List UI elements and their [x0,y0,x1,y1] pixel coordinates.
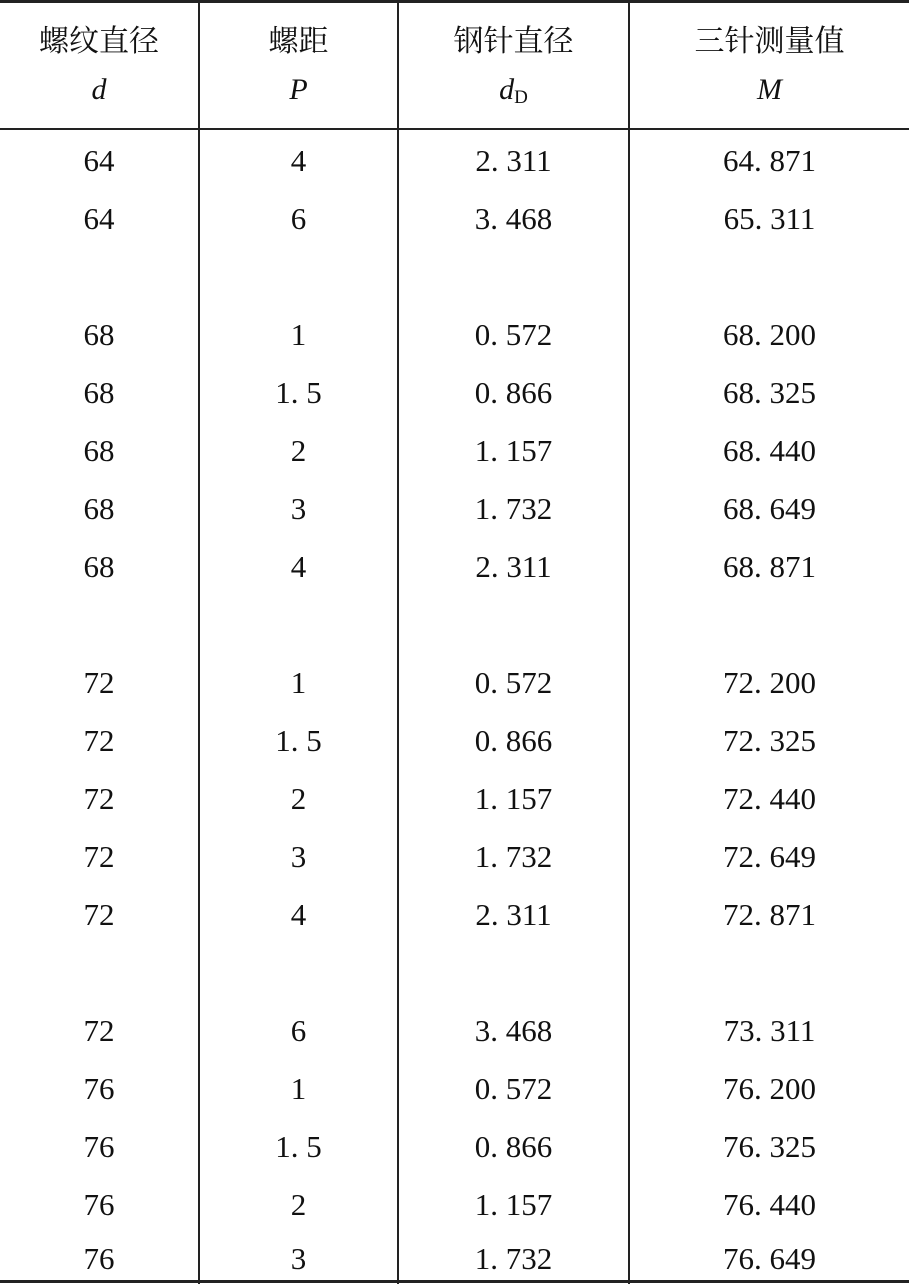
cell-thread-diameter: 68 [83,375,115,410]
cell-pitch: 1 [290,1071,307,1106]
cell-pitch: 6 [290,201,307,236]
header-wire-diameter [399,3,628,128]
header-wire-diameter-symbol-main: d [499,73,515,106]
cell-pitch: 4 [290,897,307,932]
header-three-wire-measurement [630,3,909,128]
cell-three-wire-measurement: 65. 311 [723,201,816,236]
cell-three-wire-measurement: 68. 440 [723,433,816,468]
header-pitch [200,3,397,128]
cell-thread-diameter: 72 [83,897,115,932]
cell-thread-diameter: 68 [83,549,115,584]
header-pitch-label: 螺距 [268,24,329,59]
cell-thread-diameter: 68 [83,433,115,468]
cell-three-wire-measurement: 73. 311 [723,1013,816,1048]
table-row [0,489,909,529]
cell-pitch: 4 [290,143,307,178]
cell-wire-diameter: 0. 866 [474,723,553,758]
header-thread-diameter-label: 螺纹直径 [39,24,159,59]
cell-thread-diameter: 72 [83,839,115,874]
cell-wire-diameter: 1. 157 [474,781,553,816]
cell-wire-diameter: 3. 468 [474,1013,553,1048]
cell-pitch: 1. 5 [275,1129,322,1164]
cell-wire-diameter: 2. 311 [475,897,552,932]
cell-thread-diameter: 68 [83,317,115,352]
cell-wire-diameter: 0. 866 [474,1129,553,1164]
cell-three-wire-measurement: 68. 200 [723,317,816,352]
cell-pitch: 4 [290,549,307,584]
cell-three-wire-measurement: 68. 325 [723,375,816,410]
cell-pitch: 2 [290,433,307,468]
cell-thread-diameter: 64 [83,143,115,178]
table-row [0,373,909,413]
cell-three-wire-measurement: 68. 871 [723,549,816,584]
cell-pitch: 1 [290,317,307,352]
table-row [0,1011,909,1051]
cell-thread-diameter: 76 [83,1129,115,1164]
table-bottom-rule [0,1280,909,1283]
cell-three-wire-measurement: 72. 871 [723,897,816,932]
header-wire-diameter-symbol [399,73,628,115]
table-row [0,1069,909,1109]
header-pitch-symbol: P [289,73,308,106]
cell-thread-diameter: 72 [83,1013,115,1048]
table-row [0,547,909,587]
table-row [0,431,909,471]
cell-pitch: 1. 5 [275,375,322,410]
header-wire-diameter-symbol-subscript: D [514,87,528,108]
table-header-rule [0,128,909,130]
table-row [0,837,909,877]
cell-three-wire-measurement: 76. 325 [723,1129,816,1164]
cell-wire-diameter: 1. 157 [474,433,553,468]
cell-wire-diameter: 2. 311 [475,143,552,178]
cell-thread-diameter: 64 [83,201,115,236]
cell-three-wire-measurement: 72. 200 [723,665,816,700]
cell-wire-diameter: 1. 732 [474,491,553,526]
cell-pitch: 1 [290,665,307,700]
table-row [0,1239,909,1279]
cell-thread-diameter: 72 [83,665,115,700]
cell-wire-diameter: 0. 572 [474,665,553,700]
table-row [0,1127,909,1167]
cell-pitch: 2 [290,781,307,816]
header-three-wire-measurement-symbol: M [757,73,782,106]
cell-pitch: 3 [290,1241,307,1276]
table-row [0,1185,909,1225]
cell-wire-diameter: 1. 157 [474,1187,553,1222]
cell-thread-diameter: 72 [83,723,115,758]
cell-wire-diameter: 1. 732 [474,1241,553,1276]
cell-three-wire-measurement: 72. 649 [723,839,816,874]
cell-three-wire-measurement: 76. 200 [723,1071,816,1106]
cell-wire-diameter: 1. 732 [474,839,553,874]
cell-three-wire-measurement: 76. 440 [723,1187,816,1222]
cell-wire-diameter: 3. 468 [474,201,553,236]
cell-three-wire-measurement: 72. 325 [723,723,816,758]
header-thread-diameter [0,3,198,128]
cell-pitch: 6 [290,1013,307,1048]
cell-wire-diameter: 0. 572 [474,317,553,352]
table-row [0,721,909,761]
cell-pitch: 1. 5 [275,723,322,758]
cell-three-wire-measurement: 76. 649 [723,1241,816,1276]
header-wire-diameter-label: 钢针直径 [453,24,574,59]
cell-pitch: 3 [290,491,307,526]
cell-wire-diameter: 0. 866 [474,375,553,410]
table-row [0,779,909,819]
table-row [0,141,909,181]
cell-wire-diameter: 2. 311 [475,549,552,584]
cell-pitch: 3 [290,839,307,874]
cell-thread-diameter: 76 [83,1241,115,1276]
cell-three-wire-measurement: 72. 440 [723,781,816,816]
cell-thread-diameter: 68 [83,491,115,526]
cell-thread-diameter: 76 [83,1187,115,1222]
cell-wire-diameter: 0. 572 [474,1071,553,1106]
cell-thread-diameter: 76 [83,1071,115,1106]
cell-three-wire-measurement: 68. 649 [723,491,816,526]
cell-three-wire-measurement: 64. 871 [723,143,816,178]
table-row [0,895,909,935]
table-row [0,315,909,355]
table-row [0,663,909,703]
header-three-wire-measurement-label: 三针测量值 [694,24,845,59]
table-row [0,199,909,239]
cell-pitch: 2 [290,1187,307,1222]
cell-thread-diameter: 72 [83,781,115,816]
header-thread-diameter-symbol: d [91,73,107,106]
